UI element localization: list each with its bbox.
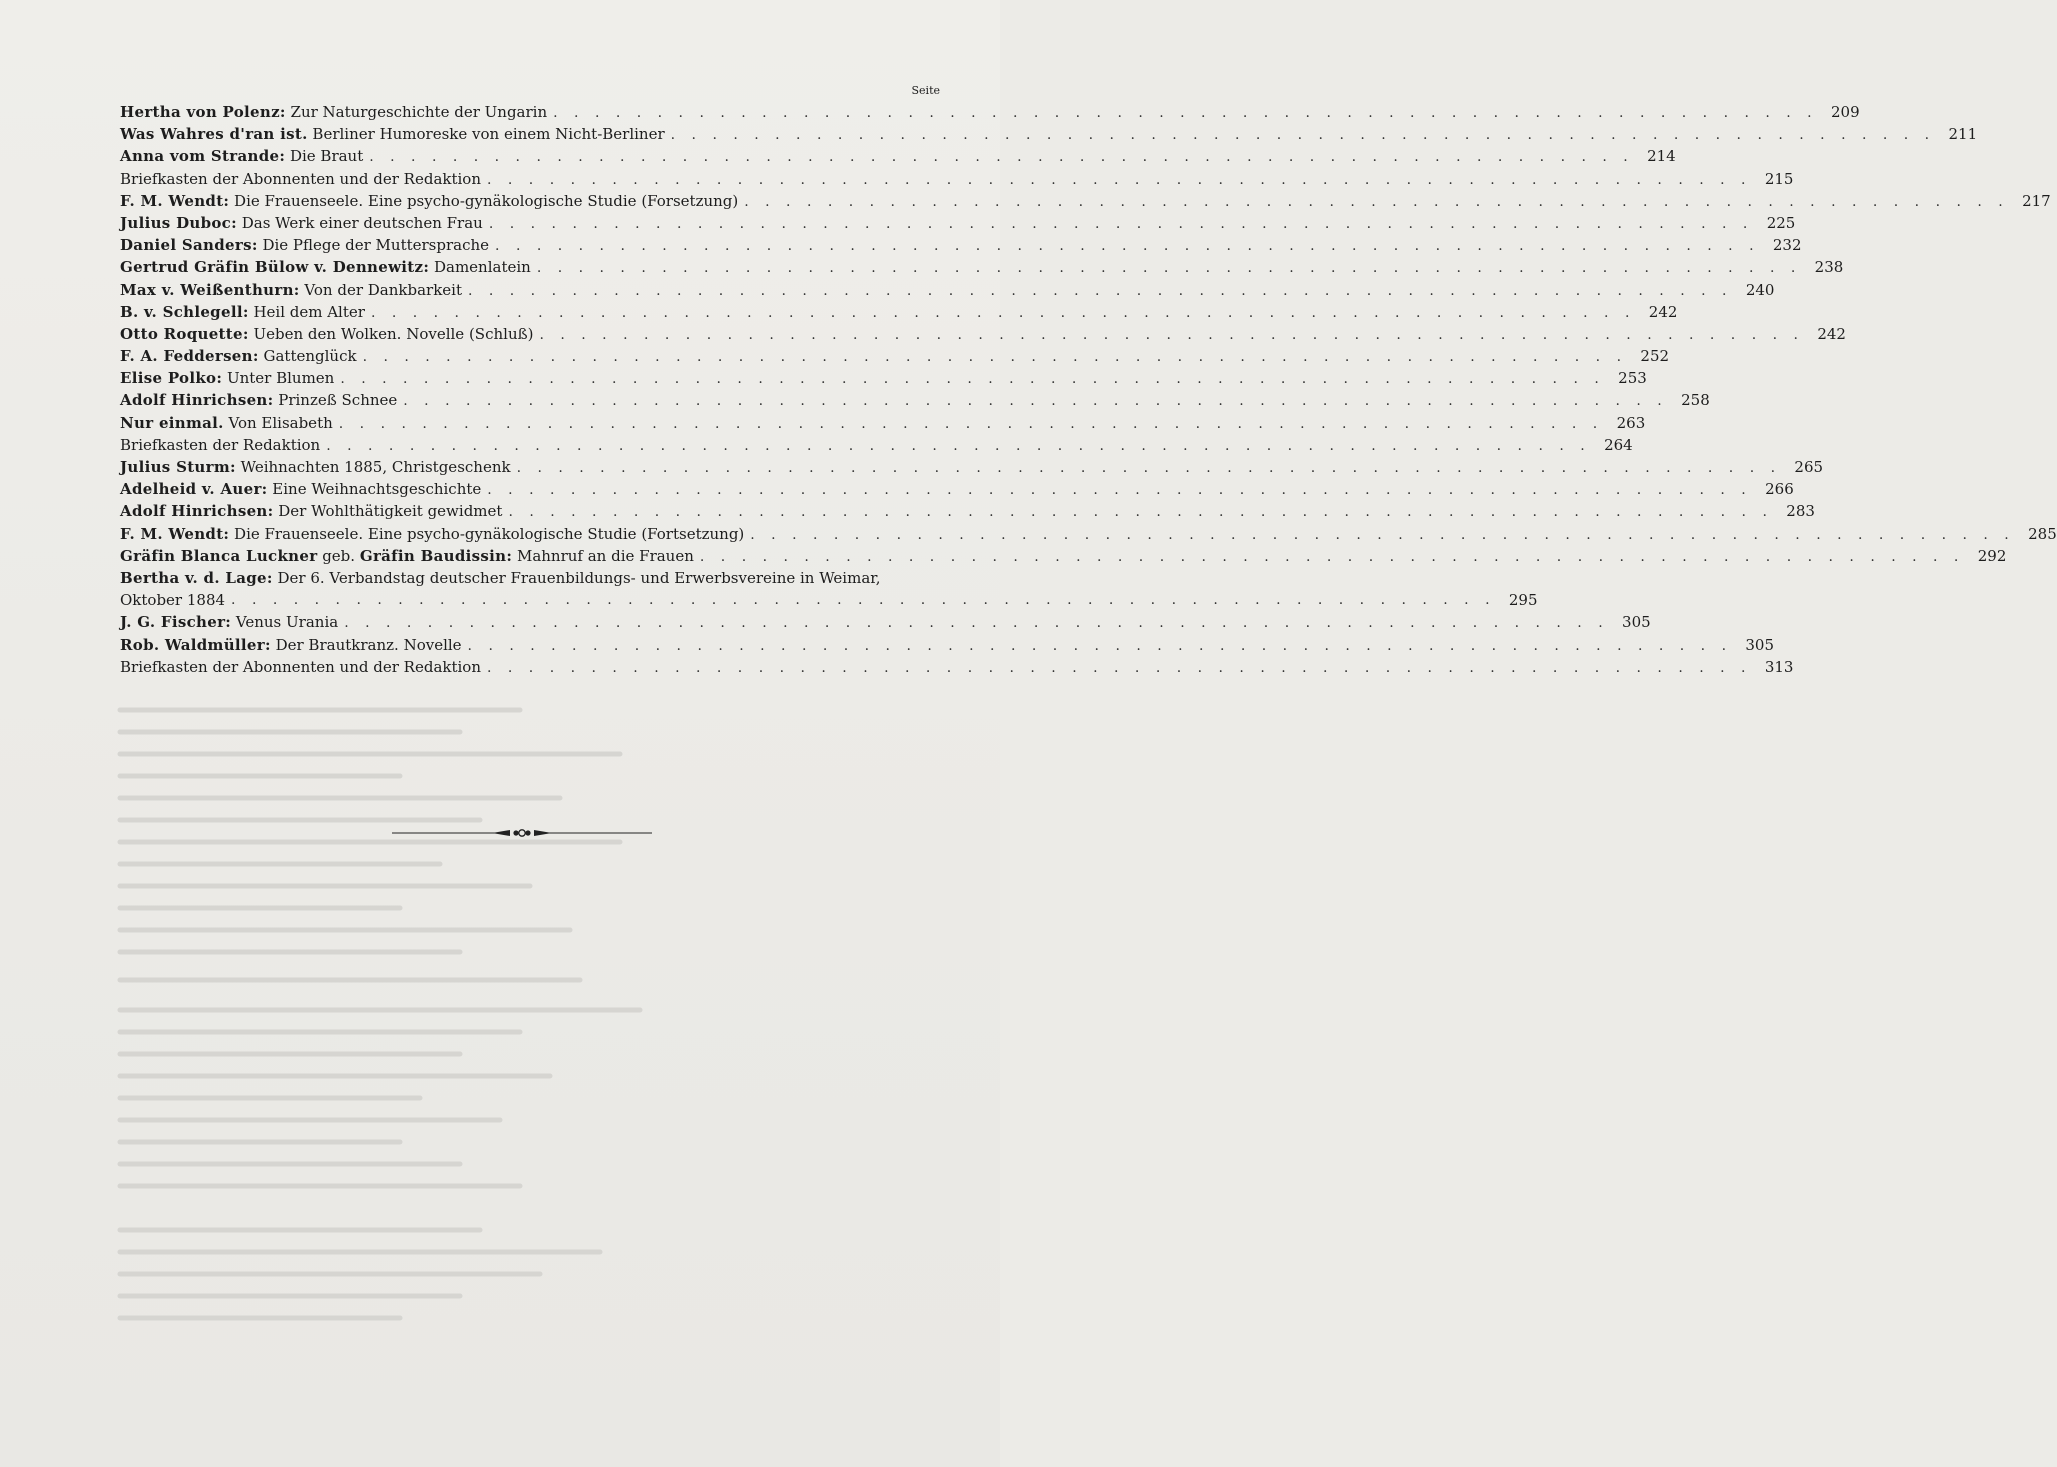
toc-entry — [120, 412, 1646, 434]
entry-title-continued: Oktober 1884 — [120, 591, 226, 610]
toc-entry — [120, 389, 1710, 411]
toc-entry — [120, 456, 1824, 478]
leader-dots: . . . . . . . . . . . . . . . . . . . . . . . . . . . . . . . . . . . . . . . . . . . . . . . . . . . . . . . . . . . . . — [362, 349, 1628, 366]
entry-page-number: 217 — [2022, 191, 2051, 210]
entry-page-number: 305 — [1745, 635, 1775, 654]
entry-author: Gräfin Baudissin: — [359, 546, 513, 565]
entry-text — [120, 634, 462, 656]
toc-entry — [120, 611, 1651, 633]
leader-dots: . . . . . . . . . . . . . . . . . . . . . . . . . . . . . . . . . . . . . . . . . . . . . . . . . . . . . . . . . . . . . — [495, 238, 1760, 255]
entry-text — [120, 656, 481, 678]
entry-text — [120, 234, 489, 256]
entry-title: Damenlatein — [433, 258, 531, 277]
entry-author: Julius Duboc: — [120, 213, 237, 232]
entry-page-number: 214 — [1647, 147, 1676, 166]
entry-page-number: 283 — [1786, 502, 1815, 521]
entry-text — [120, 345, 357, 367]
entry-page-number: 232 — [1772, 236, 1802, 255]
entry-title: Eine Weihnachtsgeschichte — [272, 480, 482, 499]
toc-entry — [120, 101, 1860, 123]
leader-dots: . . . . . . . . . . . . . . . . . . . . . . . . . . . . . . . . . . . . . . . . . . . . . . . . . . . . . . . . . . . . . — [539, 326, 1804, 343]
entry-text — [120, 323, 533, 345]
toc-entry — [120, 212, 1796, 234]
entry-author: Anna vom Strande: — [120, 147, 286, 166]
toc-entry — [120, 567, 1538, 611]
entry-author: B. v. Schlegell: — [120, 302, 249, 321]
entry-line — [120, 589, 1538, 611]
entry-text — [120, 500, 502, 522]
entry-text — [120, 301, 365, 323]
entry-page-number: 313 — [1764, 657, 1794, 676]
entry-text — [120, 545, 694, 567]
toc-entry — [120, 500, 1815, 522]
entry-title: Die Frauenseele. Eine psycho-gynäkologische Studie (Fortsetzung) — [234, 524, 745, 543]
leader-dots: . . . . . . . . . . . . . . . . . . . . . . . . . . . . . . . . . . . . . . . . . . . . . . . . . . . . . . . . . . . . . — [403, 393, 1668, 410]
table-of-contents — [120, 101, 2057, 678]
entry-title: Von der Dankbarkeit — [304, 280, 462, 299]
entry-page-number: 242 — [1648, 302, 1678, 321]
entry-author: Rob. Waldmüller: — [120, 635, 271, 654]
entry-title: Weihnachten 1885, Christgeschenk — [240, 458, 511, 476]
leader-dots: . . . . . . . . . . . . . . . . . . . . . . . . . . . . . . . . . . . . . . . . . . . . . . . . . . . . . . . . . . . . . — [326, 437, 1591, 454]
entry-title: Der Wohlthätigkeit gewidmet — [278, 502, 503, 521]
leader-dots: . . . . . . . . . . . . . . . . . . . . . . . . . . . . . . . . . . . . . . . . . . . . . . . . . . . . . . . . . . . . . — [467, 282, 1733, 299]
leader-dots: . . . . . . . . . . . . . . . . . . . . . . . . . . . . . . . . . . . . . . . . . . . . . . . . . . . . . . . . . . . . . — [699, 548, 1965, 565]
entry-author: Daniel Sanders: — [120, 236, 258, 255]
entry-page-number: 258 — [1681, 391, 1710, 410]
entry-author: Gertrud Gräfin Bülow v. Dennewitz: — [120, 258, 430, 277]
entry-page-number: 264 — [1604, 435, 1633, 454]
entry-author: Nur einmal. — [120, 413, 224, 432]
entry-page-number: 292 — [1977, 546, 2007, 565]
entry-connector: geb. — [322, 546, 356, 565]
entry-text — [120, 256, 531, 278]
entry-page-number: 211 — [1948, 125, 1978, 144]
toc-entry — [120, 478, 1794, 500]
entry-text — [120, 412, 333, 434]
entry-title: Die Braut — [289, 147, 364, 166]
entry-title: Von Elisabeth — [228, 413, 333, 432]
entry-author: Adolf Hinrichsen: — [120, 391, 274, 410]
entry-title: Die Frauenseele. Eine psycho-gynäkologische Studie (Forsetzung) — [234, 191, 739, 210]
entry-text — [120, 389, 397, 411]
bleed-through-texture — [100, 680, 920, 1360]
entry-author: Elise Polko: — [120, 369, 223, 388]
leader-dots: . . . . . . . . . . . . . . . . . . . . . . . . . . . . . . . . . . . . . . . . . . . . . . . . . . . . . . . . . . . . . — [487, 482, 1752, 499]
entry-author: Was Wahres d'ran ist. — [120, 125, 308, 144]
entry-text — [120, 190, 738, 212]
entry-author: Otto Roquette: — [120, 324, 249, 343]
entry-author: Bertha v. d. Lage: — [120, 568, 273, 587]
entry-page-number: 225 — [1766, 213, 1796, 232]
toc-entry — [120, 345, 1670, 367]
leader-dots: . . . . . . . . . . . . . . . . . . . . . . . . . . . . . . . . . . . . . . . . . . . . . . . . . . . . . . . . . . . . . — [536, 260, 1802, 277]
entry-title: Zur Naturgeschichte der Ungarin — [290, 103, 548, 121]
entry-title: Der 6. Verbandstag deutscher Frauenbildungs- und Erwerbsvereine in Weimar, — [277, 568, 881, 587]
toc-entry — [120, 634, 1775, 656]
entry-text — [120, 478, 481, 500]
entry-author: F. A. Feddersen: — [120, 347, 259, 366]
entry-page-number: 265 — [1794, 458, 1824, 476]
entry-text — [120, 523, 744, 545]
leader-dots: . . . . . . . . . . . . . . . . . . . . . . . . . . . . . . . . . . . . . . . . . . . . . . . . . . . . . . . . . . . . . — [340, 371, 1605, 388]
entry-title: Das Werk einer deutschen Frau — [241, 213, 483, 232]
entry-text — [120, 212, 483, 234]
entry-author: Max v. Weißenthurn: — [120, 280, 300, 299]
entry-text — [120, 145, 363, 167]
toc-entry — [120, 123, 1978, 145]
leader-dots: . . . . . . . . . . . . . . . . . . . . . . . . . . . . . . . . . . . . . . . . . . . . . . . . . . . . . . . . . . . . . — [370, 304, 1636, 321]
entry-text — [120, 456, 511, 478]
toc-entry — [120, 323, 1846, 345]
entry-title: Venus Urania — [235, 613, 339, 632]
toc-entry — [120, 256, 1844, 278]
entry-page-number: 285 — [2028, 524, 2057, 543]
leader-dots: . . . . . . . . . . . . . . . . . . . . . . . . . . . . . . . . . . . . . . . . . . . . . . . . . . . . . . . . . . . . . — [467, 637, 1733, 654]
leader-dots: . . . . . . . . . . . . . . . . . . . . . . . . . . . . . . . . . . . . . . . . . . . . . . . . . . . . . . . . . . . . . — [516, 460, 1782, 476]
leader-dots: . . . . . . . . . . . . . . . . . . . . . . . . . . . . . . . . . . . . . . . . . . . . . . . . . . . . . . . . . . . . . — [231, 592, 1496, 609]
entry-title: Heil dem Alter — [253, 302, 365, 321]
leader-dots: . . . . . . . . . . . . . . . . . . . . . . . . . . . . . . . . . . . . . . . . . . . . . . . . . . . . . . . . . . . . . — [369, 149, 1634, 166]
entry-text — [120, 279, 462, 301]
entry-page-number: 305 — [1622, 613, 1651, 632]
toc-entry — [120, 234, 1802, 256]
entry-page-number: 242 — [1817, 324, 1846, 343]
entry-author: F. M. Wendt: — [120, 524, 230, 543]
leader-dots: . . . . . . . . . . . . . . . . . . . . . . . . . . . . . . . . . . . . . . . . . . . . . . . . . . . . . . . . . . . . . — [344, 615, 1609, 632]
leader-dots: . . . . . . . . . . . . . . . . . . . . . . . . . . . . . . . . . . . . . . . . . . . . . . . . . . . . . . . . . . . . . — [744, 193, 2009, 210]
toc-entry — [120, 168, 1794, 190]
entry-title: Unter Blumen — [226, 369, 335, 388]
entry-text — [120, 434, 320, 456]
toc-entry — [120, 545, 2007, 567]
entry-page-number: 252 — [1640, 347, 1670, 366]
leader-dots: . . . . . . . . . . . . . . . . . . . . . . . . . . . . . . . . . . . . . . . . . . . . . . . . . . . . . . . . . . . . . — [508, 504, 1773, 521]
entry-title: Ueben den Wolken. Novelle (Schluß) — [253, 324, 534, 343]
entry-title: Gattenglück — [263, 347, 357, 366]
entry-title: Briefkasten der Abonnenten und der Redaktion — [120, 657, 481, 676]
entry-page-number: 240 — [1745, 280, 1775, 299]
entry-text — [120, 367, 334, 389]
leader-dots: . . . . . . . . . . . . . . . . . . . . . . . . . . . . . . . . . . . . . . . . . . . . . . . . . . . . . . . . . . . . . — [750, 526, 2015, 543]
page-column-label: Seite — [911, 84, 940, 97]
entry-text — [120, 101, 547, 123]
leader-dots: . . . . . . . . . . . . . . . . . . . . . . . . . . . . . . . . . . . . . . . . . . . . . . . . . . . . . . . . . . . . . — [670, 127, 1936, 144]
entry-page-number: 238 — [1814, 258, 1844, 277]
toc-entry — [120, 434, 1633, 456]
entry-author: J. G. Fischer: — [120, 613, 232, 632]
entry-page-number: 215 — [1764, 169, 1794, 188]
toc-entry — [120, 367, 1647, 389]
toc-entry — [120, 656, 1794, 678]
entry-title: Mahnruf an die Frauen — [516, 546, 694, 565]
entry-title: Prinzeß Schnee — [278, 391, 398, 410]
entry-author: Adolf Hinrichsen: — [120, 502, 274, 521]
leader-dots: . . . . . . . . . . . . . . . . . . . . . . . . . . . . . . . . . . . . . . . . . . . . . . . . . . . . . . . . . . . . . — [487, 659, 1752, 676]
leader-dots: . . . . . . . . . . . . . . . . . . . . . . . . . . . . . . . . . . . . . . . . . . . . . . . . . . . . . . . . . . . . . — [487, 171, 1752, 188]
toc-entry — [120, 523, 2057, 545]
entry-title: Briefkasten der Redaktion — [120, 435, 321, 454]
entry-page-number: 263 — [1616, 413, 1646, 432]
leader-dots: . . . . . . . . . . . . . . . . . . . . . . . . . . . . . . . . . . . . . . . . . . . . . . . . . . . . . . . . . . . . . — [338, 415, 1604, 432]
toc-entry — [120, 301, 1678, 323]
entry-page-number: 295 — [1508, 591, 1538, 610]
toc-entry — [120, 145, 1676, 167]
entry-title: Berliner Humoreske von einem Nicht-Berliner — [312, 125, 665, 144]
entry-text — [120, 611, 338, 633]
entry-page-number: 253 — [1618, 369, 1647, 388]
leader-dots: . . . . . . . . . . . . . . . . . . . . . . . . . . . . . . . . . . . . . . . . . . . . . . . . . . . . . . . . . . . . . — [488, 215, 1754, 232]
entry-author: F. M. Wendt: — [120, 191, 230, 210]
entry-text — [120, 123, 665, 145]
entry-title: Die Pflege der Muttersprache — [262, 236, 490, 255]
toc-entry — [120, 190, 2051, 212]
entry-text — [120, 168, 481, 190]
toc-entry — [120, 279, 1775, 301]
entry-author: Julius Sturm: — [120, 458, 236, 476]
entry-author: Adelheid v. Auer: — [120, 480, 268, 499]
entry-title: Der Brautkranz. Novelle — [275, 635, 462, 654]
entry-title: Briefkasten der Abonnenten und der Redaktion — [120, 169, 481, 188]
entry-page-number: 209 — [1830, 103, 1860, 121]
entry-line — [120, 567, 938, 589]
entry-page-number: 266 — [1765, 480, 1794, 499]
leader-dots: . . . . . . . . . . . . . . . . . . . . . . . . . . . . . . . . . . . . . . . . . . . . . . . . . . . . . . . . . . . . . — [553, 105, 1818, 121]
entry-author: Gräfin Blanca Luckner — [120, 546, 318, 565]
entry-author: Hertha von Polenz: — [120, 103, 286, 121]
